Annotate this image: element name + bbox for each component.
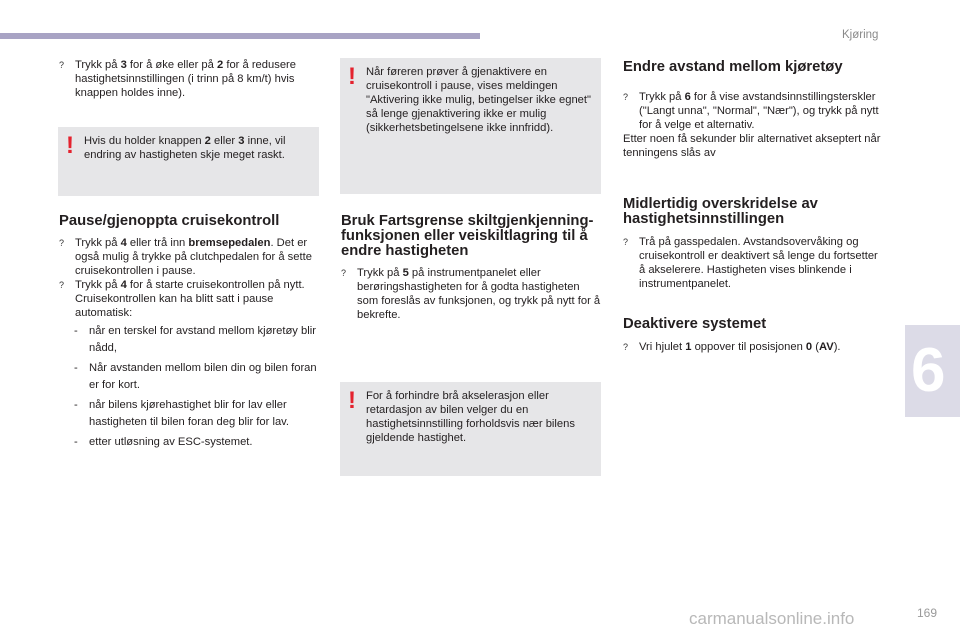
- column-1-lower: [59, 214, 321, 451]
- column-3: [623, 60, 885, 354]
- bullet-marker-icon: ?: [341, 268, 347, 278]
- list-item: - etter utløsning av ESC-systemet.: [74, 436, 253, 448]
- warning-box: ! For å forhindre brå akselerasjon eller retardasjon av bilen velger du en hastighetsinnstilling forholdsvis nær bilens gjeldende hastighet.: [340, 382, 601, 476]
- bullet-marker-icon: ?: [623, 237, 629, 247]
- section-heading: Pause/gjenoppta cruisekontroll: [59, 213, 280, 229]
- section-heading: Bruk Fartsgrense skiltgjenkjenning-funksjonen eller veiskiltlagring til å endre hastigheten: [341, 213, 594, 259]
- page-number: 169: [917, 606, 938, 620]
- list-item: ? Vri hjulet 1 oppover til posisjonen 0 (AV).: [623, 341, 841, 353]
- bullet-marker-icon: ?: [59, 238, 65, 248]
- section-heading: Endre avstand mellom kjøretøy: [623, 59, 843, 75]
- warning-icon: !: [66, 132, 74, 159]
- list-item: ? Trykk på 4 for å starte cruisekontrollen på nytt. Cruisekontrollen kan ha blitt satt i pause automatisk:: [59, 279, 305, 319]
- bullet-marker-icon: ?: [59, 60, 65, 70]
- chapter-tab[interactable]: [905, 325, 960, 417]
- column-1: [59, 58, 319, 100]
- bullet-marker-icon: ?: [623, 342, 629, 352]
- list-item: ? Trykk på 5 på instrumentpanelet eller berøringshastigheten for å godta hastigheten som foreslås av funksjonen, og trykk på nytt for å bekrefte.: [341, 267, 601, 321]
- bullet-marker-icon: ?: [59, 280, 65, 290]
- dash-list: [74, 323, 321, 451]
- section-heading: Midlertidig overskridelse av hastighetsinnstillingen: [623, 196, 818, 227]
- warning-box: ! Når føreren prøver å gjenaktivere en cruisekontroll i pause, vises meldingen "Aktivering ikke mulig, betingelser ikke egnet" så lenge gjenaktivering ikke er mulig (sikkerhetsbetingelsene ikke innfridd).: [340, 58, 601, 194]
- watermark: carmanualsonline.info: [689, 609, 855, 628]
- section-label: Kjøring: [842, 29, 879, 41]
- list-item: ? Trå på gasspedalen. Avstandsovervåking og cruisekontroll er deaktivert så lenge du fortsetter å akselerere. Hastigheten vises blinkende i instrumentpanelet.: [623, 236, 878, 290]
- column-2: [341, 214, 603, 322]
- warning-icon: !: [348, 63, 356, 90]
- list-item: ? Trykk på 6 for å vise avstandsinnstillingsterskler ("Langt unna", "Normal", "Nær"), og trykk på nytt for å velge et alternativ.: [623, 91, 879, 131]
- list-item: - Når avstanden mellom bilen din og bilen foran er for kort.: [74, 362, 317, 391]
- list-item: ? Trykk på 4 eller trå inn bremsepedalen. Det er også mulig å trykke på clutchpedalen for å sette cruisekontrollen i pause.: [59, 237, 312, 277]
- list-item: ? Trykk på 3 for å øke eller på 2 for å redusere hastighetsinnstillingen (i trinn på 8 km/t) hvis knappen holdes inne).: [59, 59, 296, 99]
- chapter-number: 6: [911, 336, 946, 405]
- header-bar: [0, 33, 480, 39]
- section-heading: Deaktivere systemet: [623, 316, 767, 332]
- bullet-marker-icon: ?: [623, 92, 629, 102]
- warning-box: ! Hvis du holder knappen 2 eller 3 inne, vil endring av hastigheten skje meget raskt.: [58, 127, 319, 196]
- list-item: - når en terskel for avstand mellom kjøretøy blir nådd,: [74, 325, 316, 354]
- paragraph: Etter noen få sekunder blir alternativet akseptert når tenningens slås av: [623, 133, 881, 159]
- warning-icon: !: [348, 387, 356, 414]
- list-item: - når bilens kjørehastighet blir for lav eller hastigheten til bilen foran deg blir for lav.: [74, 399, 290, 428]
